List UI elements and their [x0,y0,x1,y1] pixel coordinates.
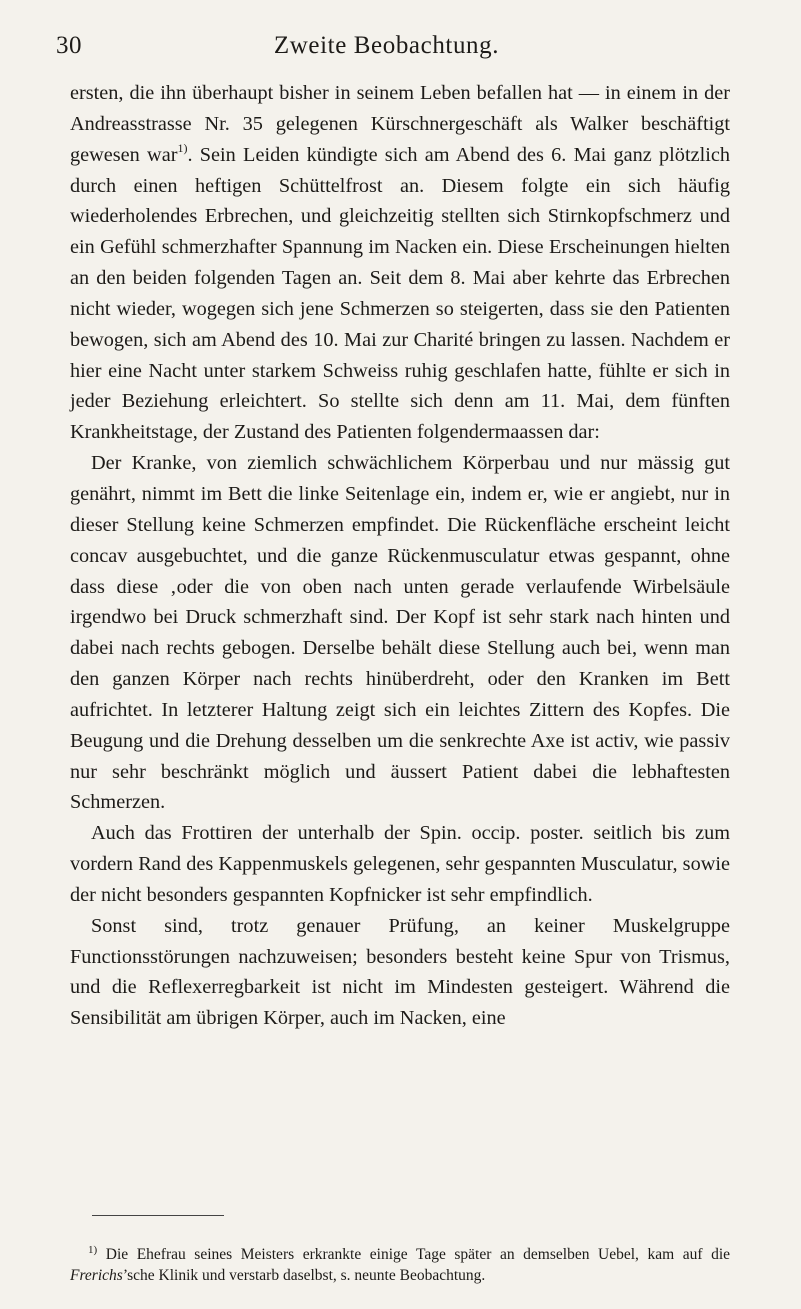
footnote-rule [92,1215,224,1216]
footnote-text-end: ’sche Klinik und verstarb daselbst, s. neunte Beobachtung. [122,1267,486,1284]
body-text [70,78,730,1034]
footnote-text: Die Ehefrau seines Meisters erkrankte einige Tage später an demselben Uebel, kam auf die [105,1245,731,1263]
footnote-marker: 1) [88,1243,98,1256]
running-title: Zweite Beobachtung. [273,32,500,59]
footnote [70,1244,730,1287]
page-number: 30 [56,32,82,59]
paragraph-1 [70,78,730,448]
paragraph-4: Sonst sind, trotz genauer Prüfung, an keiner Muskelgruppe Functionsstörungen nachzuweisen; besonders besteht keine Spur von Trismus, und die Reflexerregbarkeit ist nicht im Mindesten gesteigert. Während die Sensibilität am übrigen Körper, auch im Nacken, eine [70,914,730,1030]
footnote-name: Frerichs [70,1267,123,1284]
page-header [56,32,717,68]
footnote-reference: 1) [177,140,188,155]
paragraph-1-continuation: . Sein Leiden kündigte sich am Abend des 6. Mai ganz plötzlich durch einen heftigen Schüttelfrost an. Diesem folgte ein sich häufig wiederholendes Erbrechen, und gleichzeitig stellten sich Stirnkopfschmerz und ein Gefühl schmerzhafter Spannung im Nacken ein. Diese Erscheinungen hielten an den beiden folgenden Tagen an. Seit dem 8. Mai aber kehrte das Erbrechen nicht wieder, wogegen sich jene Schmerzen so steigerten, dass sie den Patienten bewogen, sich am Abend des 10. Mai zur Charité bringen zu lassen. Nachdem er hier eine Nacht unter starkem Schweiss ruhig geschlafen hatte, fühlte er sich in jeder Beziehung erleichtert. So stellte sich denn am 11. Mai, dem fünften Krankheitstage, der Zustand des Patienten folgendermaassen dar: [70,143,730,444]
paragraph-2: Der Kranke, von ziemlich schwächlichem Körperbau und nur mässig gut genährt, nimmt im Bett die linke Seitenlage ein, indem er, wie er angiebt, nur in dieser Stellung keine Schmerzen empfindet. Die Rückenfläche erscheint leicht concav ausgebuchtet, und die ganze Rückenmusculatur etwas gespannt, ohne dass diese ‚oder die von oben nach unten gerade verlaufende Wirbelsäule irgendwo bei Druck schmerzhaft sind. Der Kopf ist sehr stark nach hinten und dabei nach rechts gebogen. Derselbe behält diese Stellung auch bei, wenn man den ganzen Körper nach rechts hinüberdreht, oder den Kranken im Bett aufrichtet. In letzterer Haltung zeigt sich ein leichtes Zittern des Kopfes. Die Beugung und die Drehung desselben um die senkrechte Axe ist activ, wie passiv nur sehr beschränkt möglich und äussert Patient dabei die lebhaftesten Schmerzen. [70,452,730,814]
paragraph-3: Auch das Frottiren der unterhalb der Spin. occip. poster. seitlich bis zum vordern Rand des Kappenmuskels gelegenen, sehr gespannten Musculatur, sowie der nicht besonders gespannten Kopfnicker ist sehr empfindlich. [70,822,730,906]
paragraph-1-text: ersten, die ihn überhaupt bisher in seinem Leben befallen hat — in einem in der Andreasstrasse Nr. 35 gelegenen Kürschnergeschäft als Walker beschäftigt gewesen war [70,82,730,166]
